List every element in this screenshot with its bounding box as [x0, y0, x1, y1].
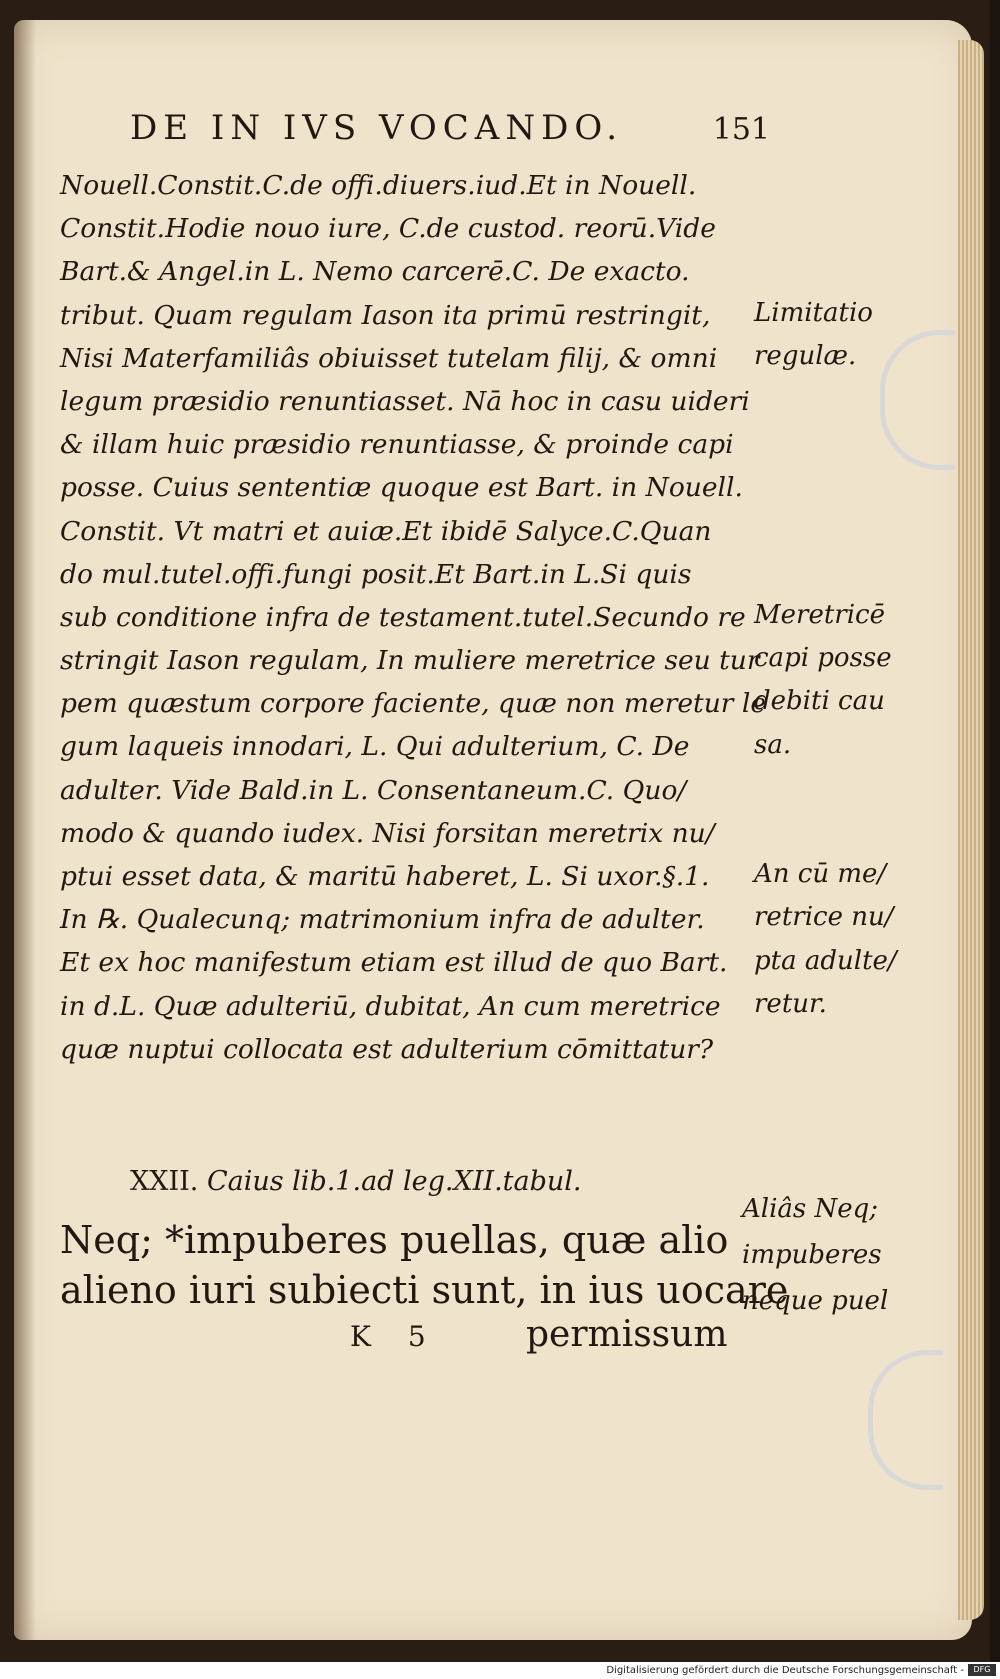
margin-note: Meretricē — [754, 600, 885, 630]
margin-note: regulæ. — [754, 340, 857, 371]
text-line: pem quæstum corpore faciente, quæ non meretur le — [60, 688, 767, 720]
variant-reading-note — [742, 1186, 912, 1324]
running-head: DE IN IVS VOCANDO. — [130, 108, 624, 148]
text-line: tribut. Quam regulam Iason ita primū restringit, — [60, 299, 711, 331]
text-line: modo & quando iudex. Nisi forsitan meretrix nu/ — [60, 817, 715, 849]
text-line: stringit Iason regulam, In muliere meretrice seu tur — [60, 645, 760, 677]
section-number: XXII. — [130, 1166, 199, 1197]
roman-text-block — [60, 1215, 789, 1315]
text-line: gum laqueis innodari, L. Qui adulterium, C. De — [60, 731, 690, 763]
margin-note: sa. — [754, 729, 792, 760]
margin-note: retur. — [754, 988, 827, 1019]
text-line: do mul.tutel.offi.fungi posit.Et Bart.in L.Si quis — [60, 558, 692, 590]
section-source: Caius lib.1.ad leg.XII.tabul. — [206, 1166, 582, 1197]
margin-note: debiti cau — [754, 686, 885, 717]
page-edge-stack — [958, 40, 984, 1620]
roman-text-line: alieno iuri subiecti sunt, in ius uocare — [60, 1268, 789, 1312]
main-text-block — [60, 164, 767, 1071]
text-line: Bart.& Angel.in L. Nemo carcerē.C. De exacto. — [60, 256, 690, 288]
text-line: Constit. Vt matri et auiæ.Et ibidē Salyce.C.Quan — [60, 515, 712, 547]
margin-note: capi posse — [754, 643, 892, 674]
text-line: Et ex hoc manifestum etiam est illud de quo Bart. — [60, 947, 728, 979]
page-gutter-shadow — [14, 20, 36, 1640]
variant-note-line: neque puel — [742, 1286, 889, 1316]
text-line: In ℞. Qualecunq; matrimonium infra de adulter. — [60, 904, 705, 936]
margin-note: retrice nu/ — [754, 902, 894, 933]
text-line: Constit.Hodie nouo iure, C.de custod. reorū.Vide — [60, 213, 716, 245]
text-line: Nisi Materfamiliâs obiuisset tutelam filij, & omni — [60, 342, 718, 374]
roman-text-line: Neq; *impuberes puellas, quæ alio — [60, 1218, 729, 1262]
margin-note: Limitatio — [754, 297, 873, 328]
text-line: in d.L. Quæ adulteriū, dubitat, An cum meretrice — [60, 990, 721, 1022]
variant-note-line: impuberes — [742, 1240, 882, 1270]
catchword-line — [350, 1314, 750, 1370]
dfg-logo: DFG — [968, 1664, 996, 1676]
footer-bar — [0, 1662, 1000, 1679]
text-line: posse. Cuius sententiæ quoque est Bart. in Nouell. — [60, 472, 743, 504]
variant-note-line: Aliâs Neq; — [742, 1194, 879, 1224]
text-line: Nouell.Constit.C.de offi.diuers.iud.Et in Nouell. — [60, 170, 697, 201]
page-header — [130, 108, 770, 148]
page-number: 151 — [712, 112, 770, 147]
text-line: & illam huic præsidio renuntiasse, & proinde capi — [60, 429, 734, 461]
section-heading — [130, 1166, 582, 1197]
margin-note: An cū me/ — [754, 859, 887, 890]
margin-note: pta adulte/ — [754, 945, 897, 976]
text-line: legum præsidio renuntiasset. Nā hoc in casu uideri — [60, 385, 750, 417]
text-line: sub conditione infra de testament.tutel.Secundo re — [60, 601, 746, 633]
text-line: ptui esset data, & maritū haberet, L. Si uxor.§.1. — [60, 861, 710, 892]
text-line: adulter. Vide Bald.in L. Consentaneum.C. Quo/ — [60, 774, 687, 806]
signature-mark: K 5 — [350, 1320, 440, 1353]
catchword: permissum — [526, 1314, 728, 1355]
footer-credit: Digitalisierung gefördert durch die Deutsche Forschungsgemeinschaft - — [606, 1665, 964, 1676]
text-line: quæ nuptui collocata est adulterium cōmittatur? — [60, 1033, 714, 1065]
